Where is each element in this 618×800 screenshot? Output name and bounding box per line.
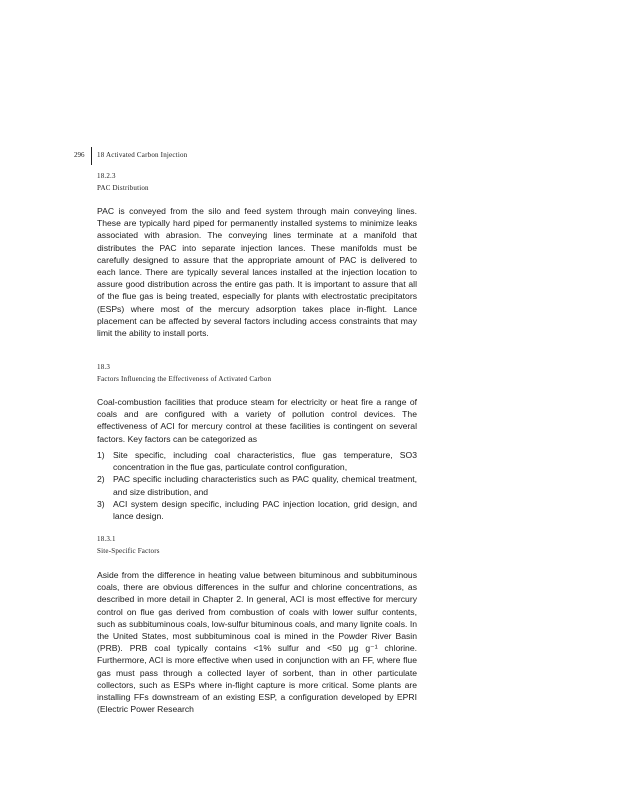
paragraph-pac-distribution: PAC is conveyed from the silo and feed system through main conveying lines. These are typically hard piped for permanently installed systems to minimize leaks associated with abrasion. The conveying lines terminate at a manifold that distributes the PAC into separate injection lances. These manifolds must be carefully designed to assure that the appropriate amount of PAC is delivered to each lance. There are typically several lances installed at the injection location to assure good distribution across the entire gas path. It is important to assure that all of the flue gas is being treated, especially for plants with electrostatic precipitators (ESPs) where most of the mercury adsorption takes place in-flight. Lance placement can be affected by several factors including access constraints that may limit the ability to install ports. [97, 206, 417, 339]
list-item-number: 1) [97, 450, 105, 460]
page-number: 296 [74, 151, 85, 159]
running-head: 18 Activated Carbon Injection [97, 151, 188, 159]
list-item-number: 2) [97, 474, 105, 485]
section-title-factors: Factors Influencing the Effectiveness of Activated Carbon [97, 375, 272, 383]
list-item [97, 498, 417, 522]
section-title-site-specific: Site-Specific Factors [97, 547, 160, 555]
section-title-pac-distribution: PAC Distribution [97, 184, 149, 192]
list-item-text: ACI system design specific, including PAC injection location, grid design, and lance design. [113, 498, 417, 522]
running-head-rule [91, 147, 92, 165]
list-item-text: PAC specific including characteristics such as PAC quality, chemical treatment, and size distribution, and [113, 474, 417, 497]
list-item-number: 3) [97, 498, 105, 509]
key-factors-list [97, 449, 417, 522]
list-item-text: Site specific, including coal characteristics, flue gas temperature, SO3 concentration in the flue gas, particulate control configuration, [113, 450, 417, 473]
paragraph-site-specific: Aside from the difference in heating value between bituminous and subbituminous coals, there are obvious differences in the sulfur and chlorine concentrations, as described in more detail in Chapter 2. In general, ACI is most effective for mercury control on flue gas derived from combustion of coals with lower sulfur contents, such as subbituminous coals, low-sulfur bituminous coals, and many lignite coals. In the United States, most subbituminous coal is mined in the Powder River Basin (PRB). PRB coal typically contains <1% sulfur and <50 μg g⁻¹ chlorine. Furthermore, ACI is more effective when used in conjunction with an FF, where flue gas must pass through a collected layer of sorbent, than in other particulate collectors, such as ESPs where in-flight capture is more critical. Some plants are installing FFs downstream of an existing ESP, a configuration developed by EPRI (Electric Power Research [97, 570, 417, 715]
list-item [97, 449, 417, 473]
section-number-18-2-3: 18.2.3 [97, 172, 116, 180]
section-number-18-3: 18.3 [97, 363, 111, 371]
section-number-18-3-1: 18.3.1 [97, 535, 116, 543]
list-item [97, 473, 417, 497]
paragraph-factors-intro: Coal-combustion facilities that produce steam for electricity or heat fire a range of coals and are configured with a variety of pollution control devices. The effectiveness of ACI for mercury control at these facilities is contingent on several factors. Key factors can be categorized as [97, 397, 417, 444]
